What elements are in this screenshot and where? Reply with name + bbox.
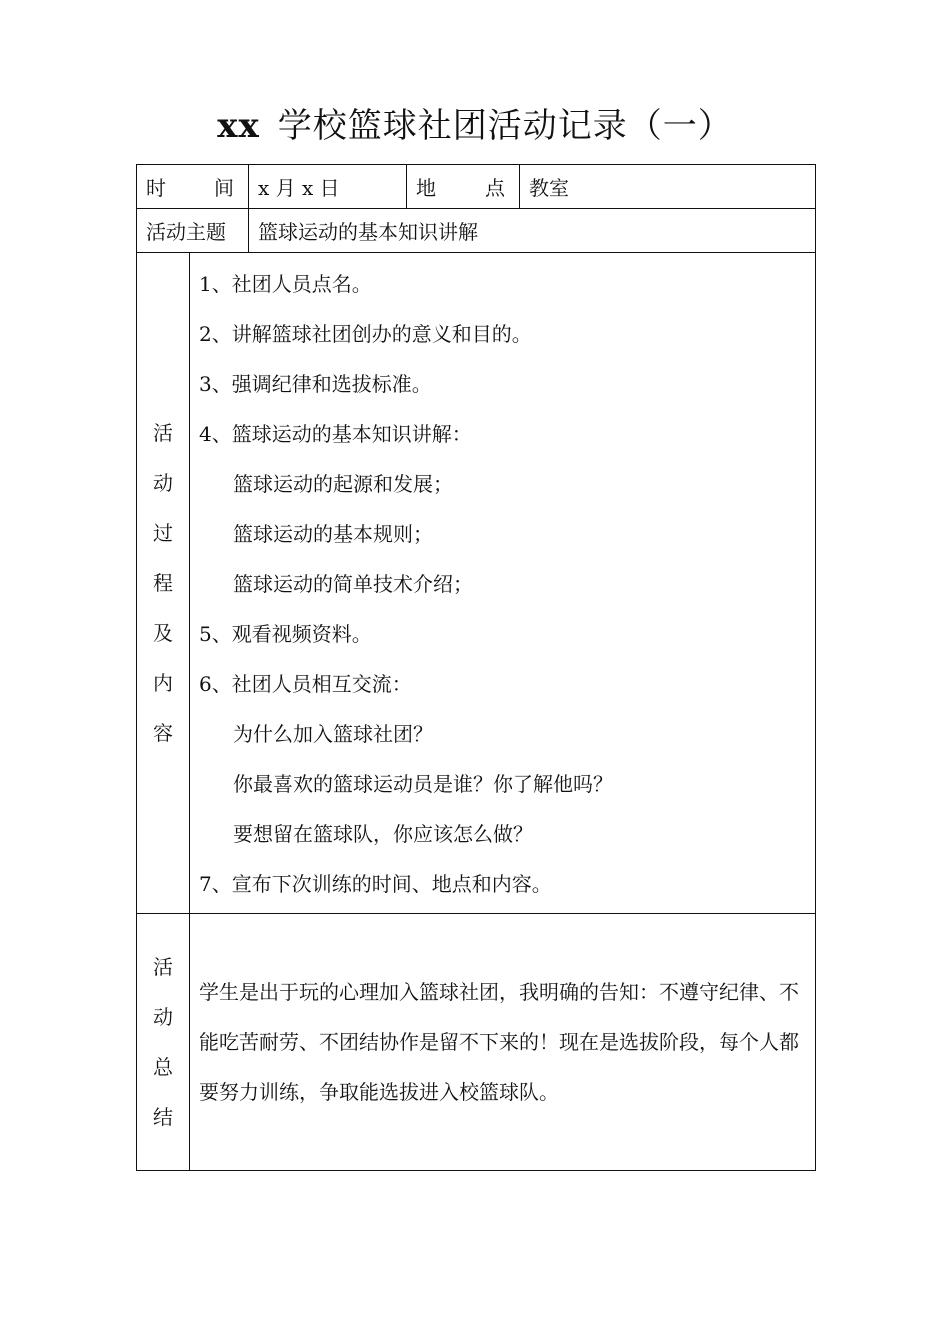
process-subline: 篮球运动的起源和发展； [233, 472, 453, 496]
summary-label-char: 总 [153, 1055, 173, 1079]
summary-row [137, 914, 816, 1171]
process-content [190, 253, 816, 914]
process-line: 3、强调纪律和选拔标准。 [199, 372, 432, 396]
time-label-cell [137, 165, 249, 209]
process-subline: 你最喜欢的篮球运动员是谁？你了解他吗？ [233, 772, 613, 796]
process-label [137, 253, 190, 914]
place-label-char-2: 点 [485, 176, 505, 200]
activity-record-table [136, 164, 816, 1171]
summary-label-char: 活 [153, 955, 173, 979]
process-subline: 篮球运动的简单技术介绍； [233, 572, 473, 596]
time-place-row [137, 165, 816, 209]
process-label-char: 过 [153, 521, 173, 545]
process-label-char: 容 [153, 721, 173, 745]
process-line: 1、社团人员点名。 [199, 272, 372, 296]
place-label-cell [407, 165, 520, 209]
process-line: 5、观看视频资料。 [199, 622, 372, 646]
summary-label-char: 动 [153, 1005, 173, 1029]
process-line: 2、讲解篮球社团创办的意义和目的。 [199, 322, 532, 346]
time-value: x 月 x 日 [249, 165, 407, 209]
process-subline: 为什么加入篮球社团？ [233, 722, 433, 746]
summary-text: 学生是出于玩的心理加入篮球社团，我明确的告知：不遵守纪律、不能吃苦耐劳、不团结协作是留不下来的！现在是选拔阶段，每个人都要努力训练，争取能选拔进入校篮球队。 [190, 914, 816, 1171]
process-line: 4、篮球运动的基本知识讲解： [199, 422, 472, 446]
theme-value: 篮球运动的基本知识讲解 [249, 209, 816, 253]
time-label-char-1: 时 [146, 176, 166, 200]
theme-label: 活动主题 [137, 209, 249, 253]
process-label-char: 及 [153, 621, 173, 645]
place-label-char-1: 地 [416, 176, 436, 200]
process-label-char: 程 [153, 571, 173, 595]
process-subline: 篮球运动的基本规则； [233, 522, 433, 546]
page-title [0, 102, 950, 150]
time-label-char-2: 间 [214, 176, 234, 200]
process-label-char: 活 [153, 421, 173, 445]
process-line: 6、社团人员相互交流： [199, 672, 412, 696]
process-row [137, 253, 816, 914]
process-line: 7、宣布下次训练的时间、地点和内容。 [199, 872, 552, 896]
process-label-char: 动 [153, 471, 173, 495]
place-value: 教室 [520, 165, 816, 209]
process-subline: 要想留在篮球队，你应该怎么做？ [233, 822, 533, 846]
summary-label-char: 结 [153, 1105, 173, 1129]
title-main: 学校篮球社团活动记录（一） [277, 106, 733, 146]
process-label-char: 内 [153, 671, 173, 695]
theme-row [137, 209, 816, 253]
title-prefix: xx [217, 106, 260, 146]
summary-label [137, 914, 190, 1171]
